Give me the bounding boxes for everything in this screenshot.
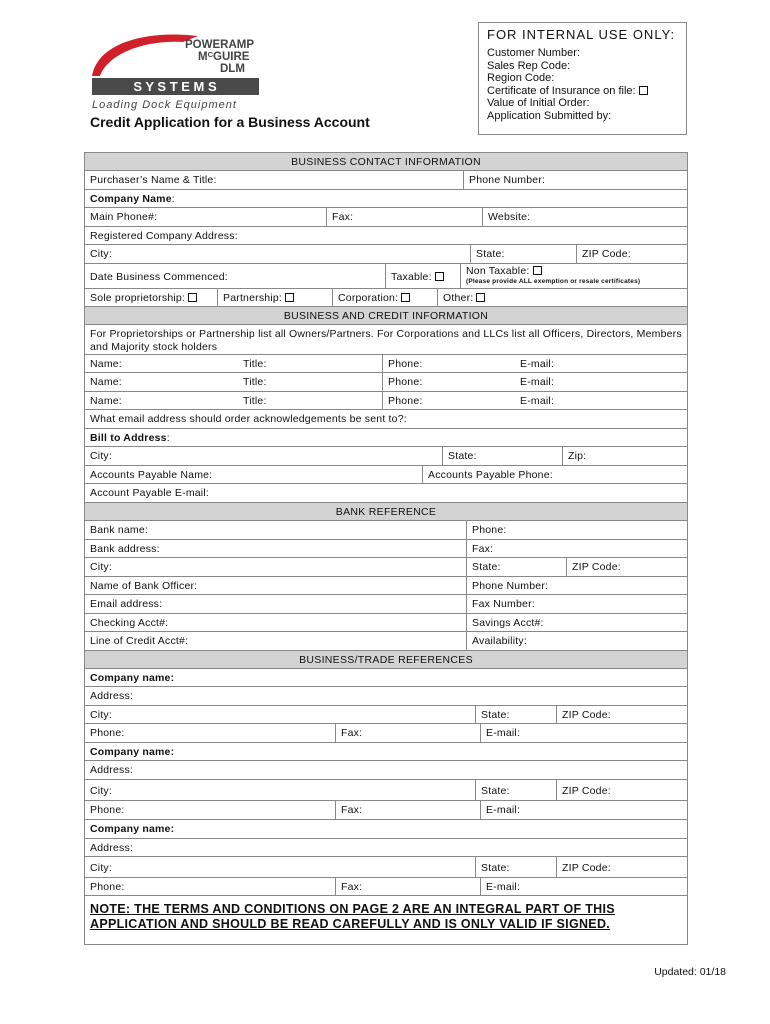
form-row	[85, 857, 687, 878]
ap-phone-field[interactable]: Accounts Payable Phone:	[422, 466, 687, 483]
form-row	[85, 447, 687, 466]
document-title: Credit Application for a Business Account	[90, 114, 370, 130]
owner-title-field[interactable]: Title:	[243, 376, 267, 388]
internal-use-heading: FOR INTERNAL USE ONLY:	[487, 27, 676, 42]
trade-address-field[interactable]: Address:	[85, 687, 687, 706]
bill-to-address-field[interactable]: Bill to Address:	[85, 429, 687, 447]
owner-name-field[interactable]: Name:	[90, 395, 122, 407]
non-taxable-checkbox[interactable]	[533, 266, 542, 275]
owner-name-field[interactable]: Name:	[90, 358, 122, 370]
trade-company-name-field[interactable]: Company name:	[85, 743, 687, 761]
state-field[interactable]: State:	[470, 245, 576, 263]
logo-text-systems: S Y S T E M S	[133, 79, 217, 94]
owners-instructions: For Proprietorships or Partnership list all Owners/Partners. For Corporations and LLCs list all Officers, Directors, Members and Majority stock holders	[85, 325, 687, 355]
non-taxable-option: Non Taxable: (Please provide ALL exemption or resale certificates)	[460, 264, 687, 288]
trade-city-field[interactable]: City:	[90, 709, 112, 721]
owner-row	[85, 373, 687, 392]
section-header-contact: BUSINESS CONTACT INFORMATION	[85, 153, 687, 171]
trade-fax-field[interactable]: Fax:	[335, 724, 480, 742]
form-row	[85, 558, 687, 577]
other-option: Other:	[437, 289, 503, 306]
checking-account-field[interactable]: Checking Acct#:	[90, 617, 169, 629]
owner-phone-field[interactable]: Phone:	[382, 355, 515, 372]
terms-note: NOTE: THE TERMS AND CONDITIONS ON PAGE 2 ARE AN INTEGRAL PART OF THIS APPLICATION AND SHOULD BE READ CAREFULLY AND IS ONLY VALID IF SIGNED.	[90, 902, 615, 931]
trade-company-name-field[interactable]: Company name:	[85, 669, 687, 687]
other-checkbox[interactable]	[476, 293, 485, 302]
purchaser-field[interactable]: Purchaser’s Name & Title:	[90, 174, 217, 186]
partnership-checkbox[interactable]	[285, 293, 294, 302]
form-row	[85, 577, 687, 595]
trade-state-field[interactable]: State:	[475, 857, 556, 877]
form-row	[85, 540, 687, 558]
date-commenced-field[interactable]: Date Business Commenced:	[90, 271, 228, 283]
bank-email-field[interactable]: Email address:	[90, 598, 163, 610]
trade-company-name-field[interactable]: Company name:	[85, 820, 687, 839]
section-header-bank: BANK REFERENCE	[85, 503, 687, 521]
form-row	[85, 801, 687, 820]
trade-fax-field[interactable]: Fax:	[335, 801, 480, 819]
company-name-label: Company Name	[90, 193, 172, 205]
owner-title-field[interactable]: Title:	[243, 395, 267, 407]
trade-city-field[interactable]: City:	[90, 785, 112, 797]
application-submitted-by-label: Application Submitted by:	[487, 109, 612, 122]
logo-tagline: Loading Dock Equipment	[92, 99, 237, 111]
trade-zip-field[interactable]: ZIP Code:	[556, 857, 687, 877]
partnership-option: Partnership:	[217, 289, 332, 306]
section-header-trade: BUSINESS/TRADE REFERENCES	[85, 651, 687, 669]
region-code-label: Region Code:	[487, 72, 555, 84]
sole-proprietorship-option: Sole proprietorship:	[85, 289, 217, 306]
trade-email-field[interactable]: E-mail:	[480, 724, 687, 742]
taxable-checkbox[interactable]	[435, 272, 444, 281]
bank-zip-field[interactable]: ZIP Code:	[566, 558, 687, 576]
form-row	[85, 208, 687, 227]
internal-use-box	[478, 22, 687, 135]
bank-fax-field[interactable]: Fax:	[466, 540, 687, 557]
savings-account-field[interactable]: Savings Acct#:	[466, 614, 687, 631]
updated-date: Updated: 01/18	[654, 966, 726, 978]
bill-city-field[interactable]: City:	[90, 450, 112, 462]
bank-officer-field[interactable]: Name of Bank Officer:	[90, 580, 198, 592]
form-row	[85, 878, 687, 896]
trade-city-field[interactable]: City:	[90, 862, 112, 874]
logo-text-mcguire: $M^CGUIRE$	[198, 50, 250, 63]
bank-name-field[interactable]: Bank name:	[90, 524, 149, 536]
trade-address-field[interactable]: Address:	[85, 761, 687, 780]
form-row	[85, 632, 687, 651]
owner-email-field[interactable]: E-mail:	[520, 395, 555, 407]
ap-email-field[interactable]: Account Payable E-mail:	[85, 484, 687, 503]
section-header-credit: BUSINESS AND CREDIT INFORMATION	[85, 307, 687, 325]
owner-email-field[interactable]: E-mail:	[520, 358, 555, 370]
form-row	[85, 245, 687, 264]
bank-state-field[interactable]: State:	[466, 558, 566, 576]
availability-field[interactable]: Availability:	[466, 632, 687, 650]
owner-phone-field[interactable]: Phone:	[382, 373, 515, 391]
city-field[interactable]: City:	[90, 248, 112, 260]
bank-fax-number-field[interactable]: Fax Number:	[466, 595, 687, 613]
form-row	[85, 521, 687, 540]
line-of-credit-field[interactable]: Line of Credit Acct#:	[90, 635, 189, 647]
trade-fax-field[interactable]: Fax:	[335, 878, 480, 895]
owner-name-field[interactable]: Name:	[90, 376, 122, 388]
bill-to-label: Bill to Address	[90, 432, 167, 444]
main-phone-field[interactable]: Main Phone#:	[90, 211, 158, 223]
trade-zip-field[interactable]: ZIP Code:	[556, 780, 687, 800]
logo-text-poweramp: POWERAMP	[185, 39, 254, 51]
bill-state-field[interactable]: State:	[442, 447, 562, 465]
fax-field[interactable]: Fax:	[326, 208, 482, 226]
form-row	[85, 171, 687, 190]
form-row	[85, 595, 687, 614]
trade-phone-field[interactable]: Phone:	[90, 881, 125, 893]
initial-order-value-label: Value of Initial Order:	[487, 97, 590, 109]
zip-code-field[interactable]: ZIP Code:	[576, 245, 687, 263]
form-row	[85, 264, 687, 289]
form-row	[85, 289, 687, 307]
acknowledgement-email-field[interactable]: What email address should order acknowledgements be sent to?:	[85, 410, 687, 429]
trade-email-field[interactable]: E-mail:	[480, 878, 687, 895]
form-row	[85, 724, 687, 743]
form-row	[85, 780, 687, 801]
bank-address-field[interactable]: Bank address:	[90, 543, 160, 555]
bank-phone-field[interactable]: Phone:	[466, 521, 687, 539]
bank-officer-phone-field[interactable]: Phone Number:	[466, 577, 687, 594]
logo-swoosh	[92, 35, 198, 76]
bank-city-field[interactable]: City:	[90, 561, 112, 573]
phone-number-field[interactable]: Phone Number:	[463, 171, 687, 189]
trade-phone-field[interactable]: Phone:	[90, 804, 125, 816]
owner-row	[85, 392, 687, 410]
company-name-field[interactable]: Company Name:	[85, 190, 687, 208]
credit-application-form	[84, 152, 688, 945]
trade-email-field[interactable]: E-mail:	[480, 801, 687, 819]
website-field[interactable]: Website:	[482, 208, 687, 226]
owner-row	[85, 355, 687, 373]
taxable-option: Taxable:	[385, 264, 460, 288]
bill-zip-field[interactable]: Zip:	[562, 447, 687, 465]
customer-number-label: Customer Number:	[487, 47, 580, 59]
company-logo	[88, 32, 263, 112]
logo-text-dlm: DLM	[220, 63, 245, 75]
owner-email-field[interactable]: E-mail:	[520, 376, 555, 388]
owner-title-field[interactable]: Title:	[243, 358, 267, 370]
corporation-checkbox[interactable]	[401, 293, 410, 302]
form-row	[85, 466, 687, 484]
insurance-on-file-label: Certificate of Insurance on file:	[487, 84, 636, 97]
form-row	[85, 706, 687, 724]
registered-address-field[interactable]: Registered Company Address:	[85, 227, 687, 245]
sales-rep-code-label: Sales Rep Code:	[487, 59, 571, 72]
trade-address-field[interactable]: Address:	[85, 839, 687, 857]
trade-zip-field[interactable]: ZIP Code:	[556, 706, 687, 723]
ap-name-field[interactable]: Accounts Payable Name:	[90, 469, 213, 481]
owner-phone-field[interactable]: Phone:	[382, 392, 515, 409]
trade-state-field[interactable]: State:	[475, 706, 556, 723]
insurance-on-file-checkbox[interactable]	[639, 86, 648, 95]
corporation-option: Corporation:	[332, 289, 437, 306]
form-row	[85, 614, 687, 632]
exemption-note: (Please provide ALL exemption or resale certificates)	[466, 278, 641, 285]
trade-state-field[interactable]: State:	[475, 780, 556, 800]
trade-phone-field[interactable]: Phone:	[90, 727, 125, 739]
sole-proprietorship-checkbox[interactable]	[188, 293, 197, 302]
